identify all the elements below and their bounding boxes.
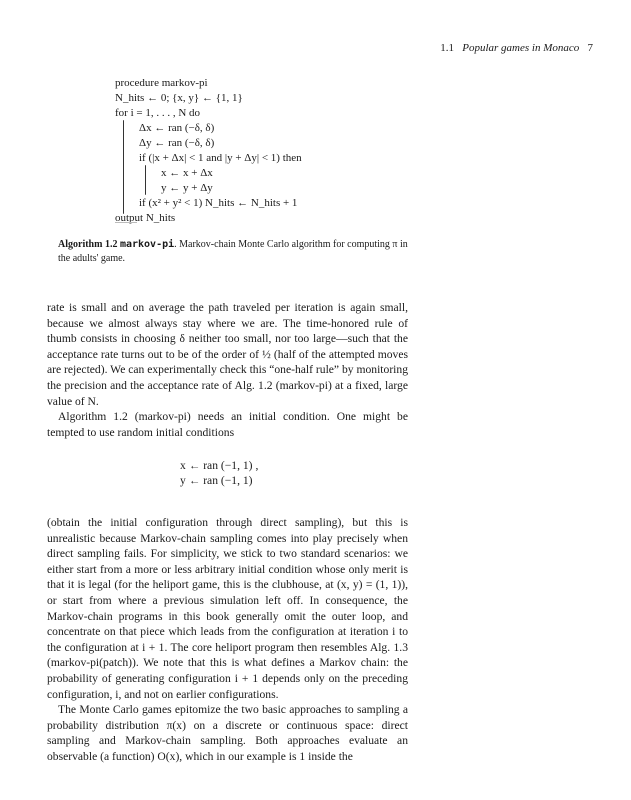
section-title: Popular games in Monaco xyxy=(462,42,580,54)
page-number: 7 xyxy=(587,42,593,54)
algo-line: y ← y + Δy xyxy=(161,182,213,194)
equation-line: x ← ran (−1, 1) , xyxy=(180,459,259,472)
algorithm-rule xyxy=(115,222,137,223)
algo-line: procedure markov-pi xyxy=(115,77,208,89)
algo-line: output N_hits xyxy=(115,212,176,224)
caption-name: markov-pi xyxy=(119,239,175,250)
algo-line: N_hits ← 0; {x, y} ← {1, 1} xyxy=(115,92,243,104)
algo-line: for i = 1, . . . , N do xyxy=(115,107,201,119)
paragraph: rate is small and on average the path traveled per iteration is again small, because we almost always stay where we are. The time-honored rule of thumb consists in choosing δ neither too small, nor too large—such that the acceptance rate turns out to be of the order of ½ (half of the attempted moves are rejected). We can experimentally check this “one-half rule” by monitoring the precision and the acceptance rate of Alg. 1.2 (markov-pi) at a fixed, large value of N. xyxy=(47,301,408,408)
section-number: 1.1 xyxy=(440,42,454,54)
algo-line: Δy ← ran (−δ, δ) xyxy=(139,137,215,149)
body-text-top xyxy=(47,300,408,440)
algo-line: if (x² + y² < 1) N_hits ← N_hits + 1 xyxy=(139,197,298,209)
caption-label: Algorithm 1.2 xyxy=(58,239,118,250)
caption-text: . Markov-chain Monte Carlo algorithm for computing π in the adults' game. xyxy=(58,239,408,264)
algo-line: Δx ← ran (−δ, δ) xyxy=(139,122,215,134)
loop-brace xyxy=(123,120,124,214)
paragraph: The Monte Carlo games epitomize the two basic approaches to sampling a probability distribution π(x) on a discrete or continuous space: direct sampling and Markov-chain sampling. Both approaches evaluate an observable (a function) O(x), which in our example is 1 inside the xyxy=(47,703,408,763)
if-brace xyxy=(145,165,146,195)
paragraph: (obtain the initial configuration through direct sampling), but this is unrealistic because Markov-chain sampling comes into play precisely when direct sampling fails. For simplicity, we stick to two standard scenarios: we either start from a more or less arbitrary initial condition whose only merit is that it is legal (for the heliport game, this is the clubhouse, at (x, y) = (1, 1)), or start from where a previous simulation left off. In consequence, the Markov-chain programs in this book generally omit the outer loop, and concentrate on that piece which leads from the configuration at iteration i to the configuration at i + 1. The core heliport program then resembles Alg. 1.3 (markov-pi(patch)). We note that this is what defines a Markov chain: the probability of generating configuration i + 1 depends only on the preceding configuration, i, and not on earlier configurations. xyxy=(47,516,408,701)
body-text-bottom xyxy=(47,515,408,765)
running-header xyxy=(440,42,593,54)
algorithm-caption xyxy=(58,238,418,266)
algo-line: if (|x + Δx| < 1 and |y + Δy| < 1) then xyxy=(139,152,302,164)
equation-line: y ← ran (−1, 1) xyxy=(180,474,253,487)
equation xyxy=(180,458,258,488)
algo-line: x ← x + Δx xyxy=(161,167,213,179)
paragraph: Algorithm 1.2 (markov-pi) needs an initial condition. One might be tempted to use random initial conditions xyxy=(47,410,408,439)
